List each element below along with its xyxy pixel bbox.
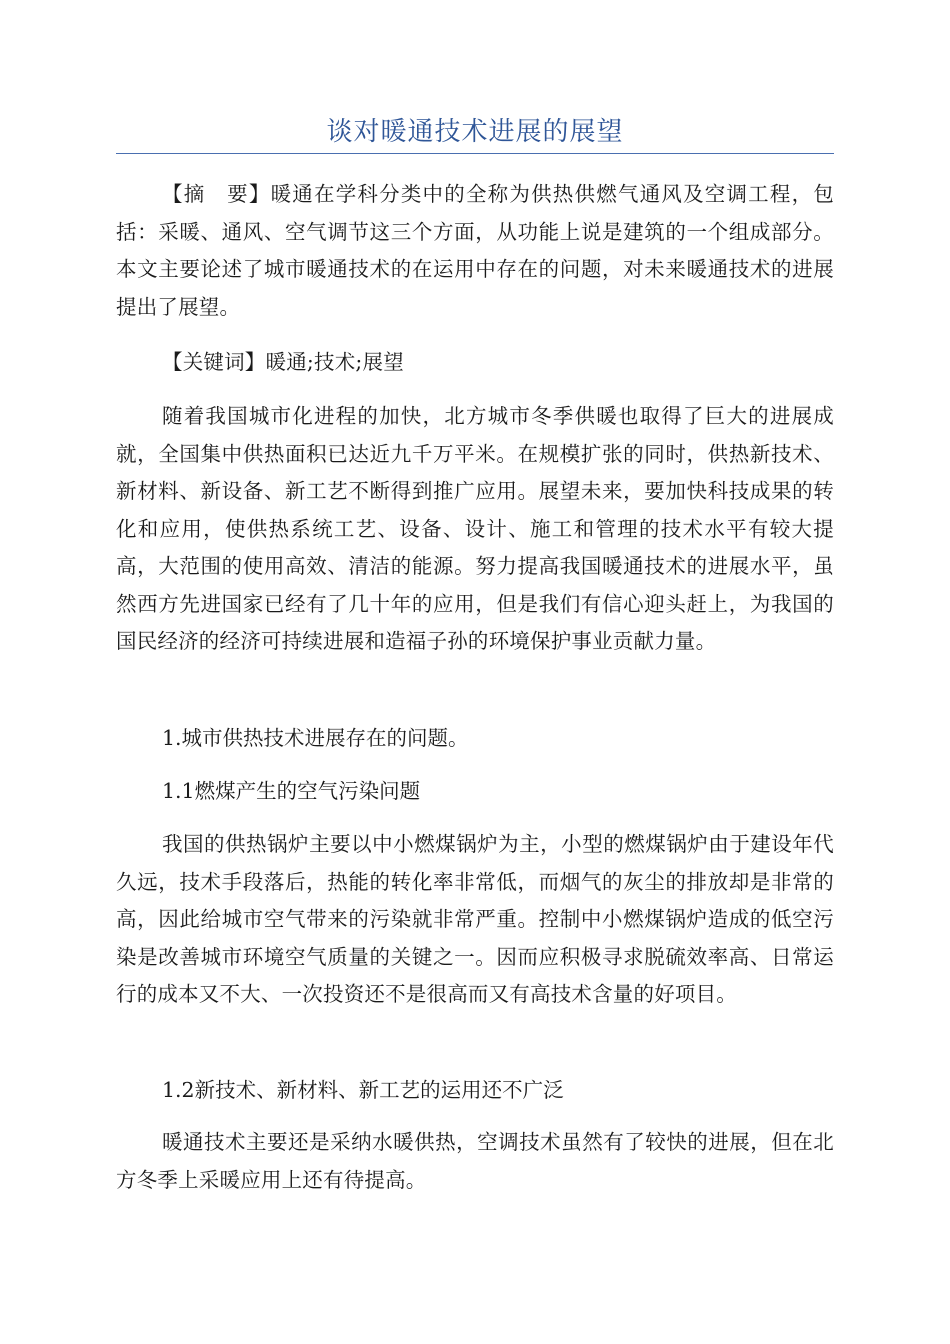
abstract-text: 暖通在学科分类中的全称为供热供燃气通风及空调工程，包括：采暖、通风、空气调节这三个方面，从功能上说是建筑的一个组成部分。本文主要论述了城市暖通技术的在运用中存在的问题，对未来暖通技术的进展提出了展望。	[116, 182, 835, 319]
abstract-paragraph	[116, 176, 834, 326]
title-underline	[116, 153, 834, 154]
keywords-paragraph	[116, 344, 834, 382]
section-1-2-paragraph: 暖通技术主要还是采纳水暖供热，空调技术虽然有了较快的进展，但在北方冬季上采暖应用上还有待提高。	[116, 1130, 834, 1192]
section-heading-1-2: 1.2新技术、新材料、新工艺的运用还不广泛	[162, 1078, 564, 1102]
abstract-label: 【摘 要】	[162, 182, 271, 206]
document-title: 谈对暖通技术进展的展望	[326, 117, 624, 147]
section-1-1-paragraph: 我国的供热锅炉主要以中小燃煤锅炉为主，小型的燃煤锅炉由于建设年代久远，技术手段落后，热能的转化率非常低，而烟气的灰尘的排放却是非常的高，因此给城市空气带来的污染就非常严重。控制中小燃煤锅炉造成的低空污染是改善城市环境空气质量的关键之一。因而应积极寻求脱硫效率高、日常运行的成本又不大、一次投资还不是很高而又有高技术含量的好项目。	[116, 832, 834, 1006]
intro-paragraph: 随着我国城市化进程的加快，北方城市冬季供暖也取得了巨大的进展成就，全国集中供热面积已达近九千万平米。在规模扩张的同时，供热新技术、新材料、新设备、新工艺不断得到推广应用。展望未来，要加快科技成果的转化和应用，使供热系统工艺、设备、设计、施工和管理的技术水平有较大提高，大范围的使用高效、清洁的能源。努力提高我国暖通技术的进展水平，虽然西方先进国家已经有了几十年的应用，但是我们有信心迎头赶上，为我国的国民经济的经济可持续进展和造福子孙的环境保护事业贡献力量。	[116, 404, 834, 653]
section-heading-1: 1.城市供热技术进展存在的问题。	[162, 726, 469, 750]
section-heading-1-1: 1.1燃煤产生的空气污染问题	[162, 779, 421, 803]
keywords-text: 暖通;技术;展望	[265, 350, 404, 374]
keywords-label: 【关键词】	[162, 350, 266, 374]
